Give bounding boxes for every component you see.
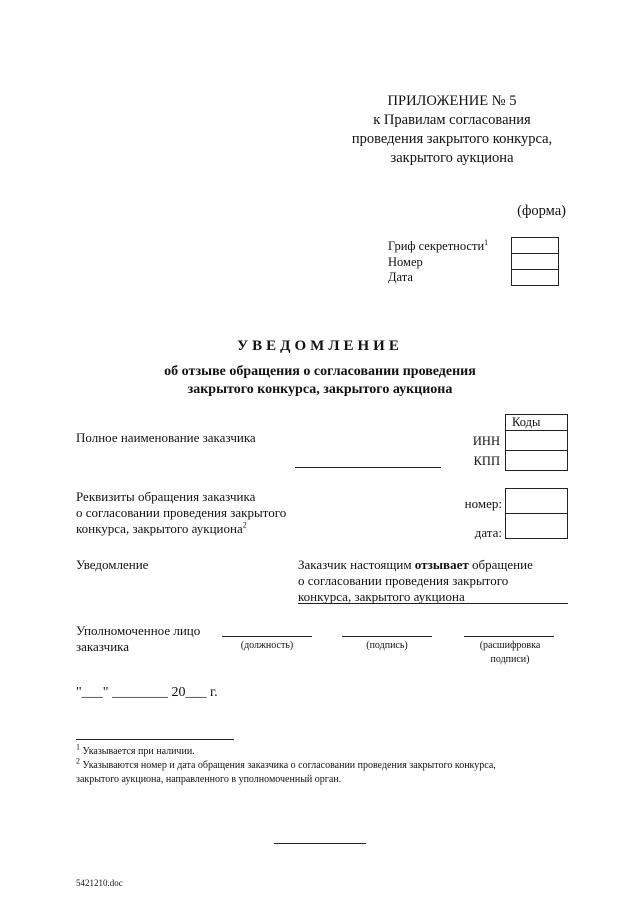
notification-text-line-1 (298, 557, 533, 573)
request-date-field[interactable] (505, 513, 568, 539)
footnote-separator (76, 739, 234, 740)
secrecy-date-label: Дата (388, 270, 413, 284)
requisites-line-3-text: конкурса, закрытого аукциона (76, 521, 243, 536)
inn-field[interactable] (505, 430, 568, 451)
position-caption: (должность) (240, 640, 294, 651)
date-year-suffix: г. (209, 685, 218, 700)
requisites-line-1: Реквизиты обращения заказчика (76, 489, 256, 504)
kpp-label: КПП (473, 454, 500, 468)
date-quote-open: " (76, 685, 82, 700)
requisites-line-2: о согласовании проведения закрытого (76, 505, 287, 520)
date-field[interactable] (511, 269, 559, 286)
bottom-separator (274, 843, 366, 844)
decode-caption-line-1: (расшифровка (479, 640, 541, 651)
grif-field[interactable] (511, 237, 559, 254)
footnote-2 (76, 756, 566, 772)
request-number-field[interactable] (505, 488, 568, 514)
annex-line-4: закрытого аукциона (390, 150, 514, 166)
annex-line-2: к Правилам согласования (373, 112, 531, 128)
customer-name-line[interactable] (295, 467, 441, 468)
customer-name-label: Полное наименование заказчика (76, 430, 256, 445)
inn-label: ИНН (472, 434, 500, 448)
kpp-field[interactable] (505, 450, 568, 471)
requisites-line-3 (76, 521, 247, 537)
footnote-1 (76, 742, 195, 758)
annex-line-3: проведения закрытого конкурса, (351, 131, 553, 147)
signatory-line-1: Уполномоченное лицо (76, 623, 201, 638)
footnote-ref-1: 1 (484, 237, 489, 247)
form-label: (форма) (517, 203, 566, 219)
document-id: 5421210.doc (76, 878, 123, 888)
secrecy-number-label: Номер (388, 255, 423, 269)
date-year-prefix: 20 (171, 685, 186, 700)
footnote-2-text: Указываются номер и дата обращения заказчика о согласовании проведения закрытого конкурса, (82, 760, 496, 771)
notification-text-line-3: конкурса, закрытого аукциона (298, 589, 465, 604)
grif-text: Гриф секретности (388, 239, 485, 253)
footnote-1-text: Указывается при наличии. (82, 746, 195, 757)
footnote-1-mark: 1 (76, 742, 80, 752)
date-line (76, 685, 218, 701)
date-day-blank[interactable]: ___ (81, 685, 103, 700)
position-line[interactable] (222, 636, 312, 637)
notification-underline (298, 603, 568, 604)
codes-header: Коды (505, 414, 568, 431)
date-quote-close: " (102, 685, 109, 700)
notification-label: Уведомление (76, 557, 149, 572)
footnote-2-mark: 2 (76, 756, 80, 766)
footnote-2-continuation: закрытого аукциона, направленного в уполномоченный орган. (76, 774, 342, 785)
secrecy-grif-label (388, 239, 488, 254)
request-date-label: дата: (474, 525, 502, 540)
subtitle-line-1: об отзыве обращения о согласовании проведения (164, 364, 476, 379)
decode-caption-line-2: подписи) (490, 654, 530, 665)
signature-caption: (подпись) (366, 640, 408, 651)
footnote-ref-2: 2 (242, 520, 247, 530)
subtitle-line-2: закрытого конкурса, закрытого аукциона (187, 382, 453, 397)
notification-text-line-2: о согласовании проведения закрытого (298, 573, 509, 588)
date-month-blank[interactable]: ________ (111, 685, 168, 700)
signatory-line-2: заказчика (76, 639, 130, 654)
notification-text-bold: отзывает (414, 557, 469, 572)
document-title: УВЕДОМЛЕНИЕ (237, 338, 403, 354)
request-number-label: номер: (464, 496, 502, 511)
notification-text-pre: Заказчик настоящим (298, 557, 415, 572)
signature-line[interactable] (342, 636, 432, 637)
annex-heading: ПРИЛОЖЕНИЕ № 5 (387, 93, 517, 109)
number-field[interactable] (511, 253, 559, 270)
date-year-blank[interactable]: ___ (185, 685, 207, 700)
notification-text-post: обращение (468, 557, 533, 572)
decode-line[interactable] (464, 636, 554, 637)
